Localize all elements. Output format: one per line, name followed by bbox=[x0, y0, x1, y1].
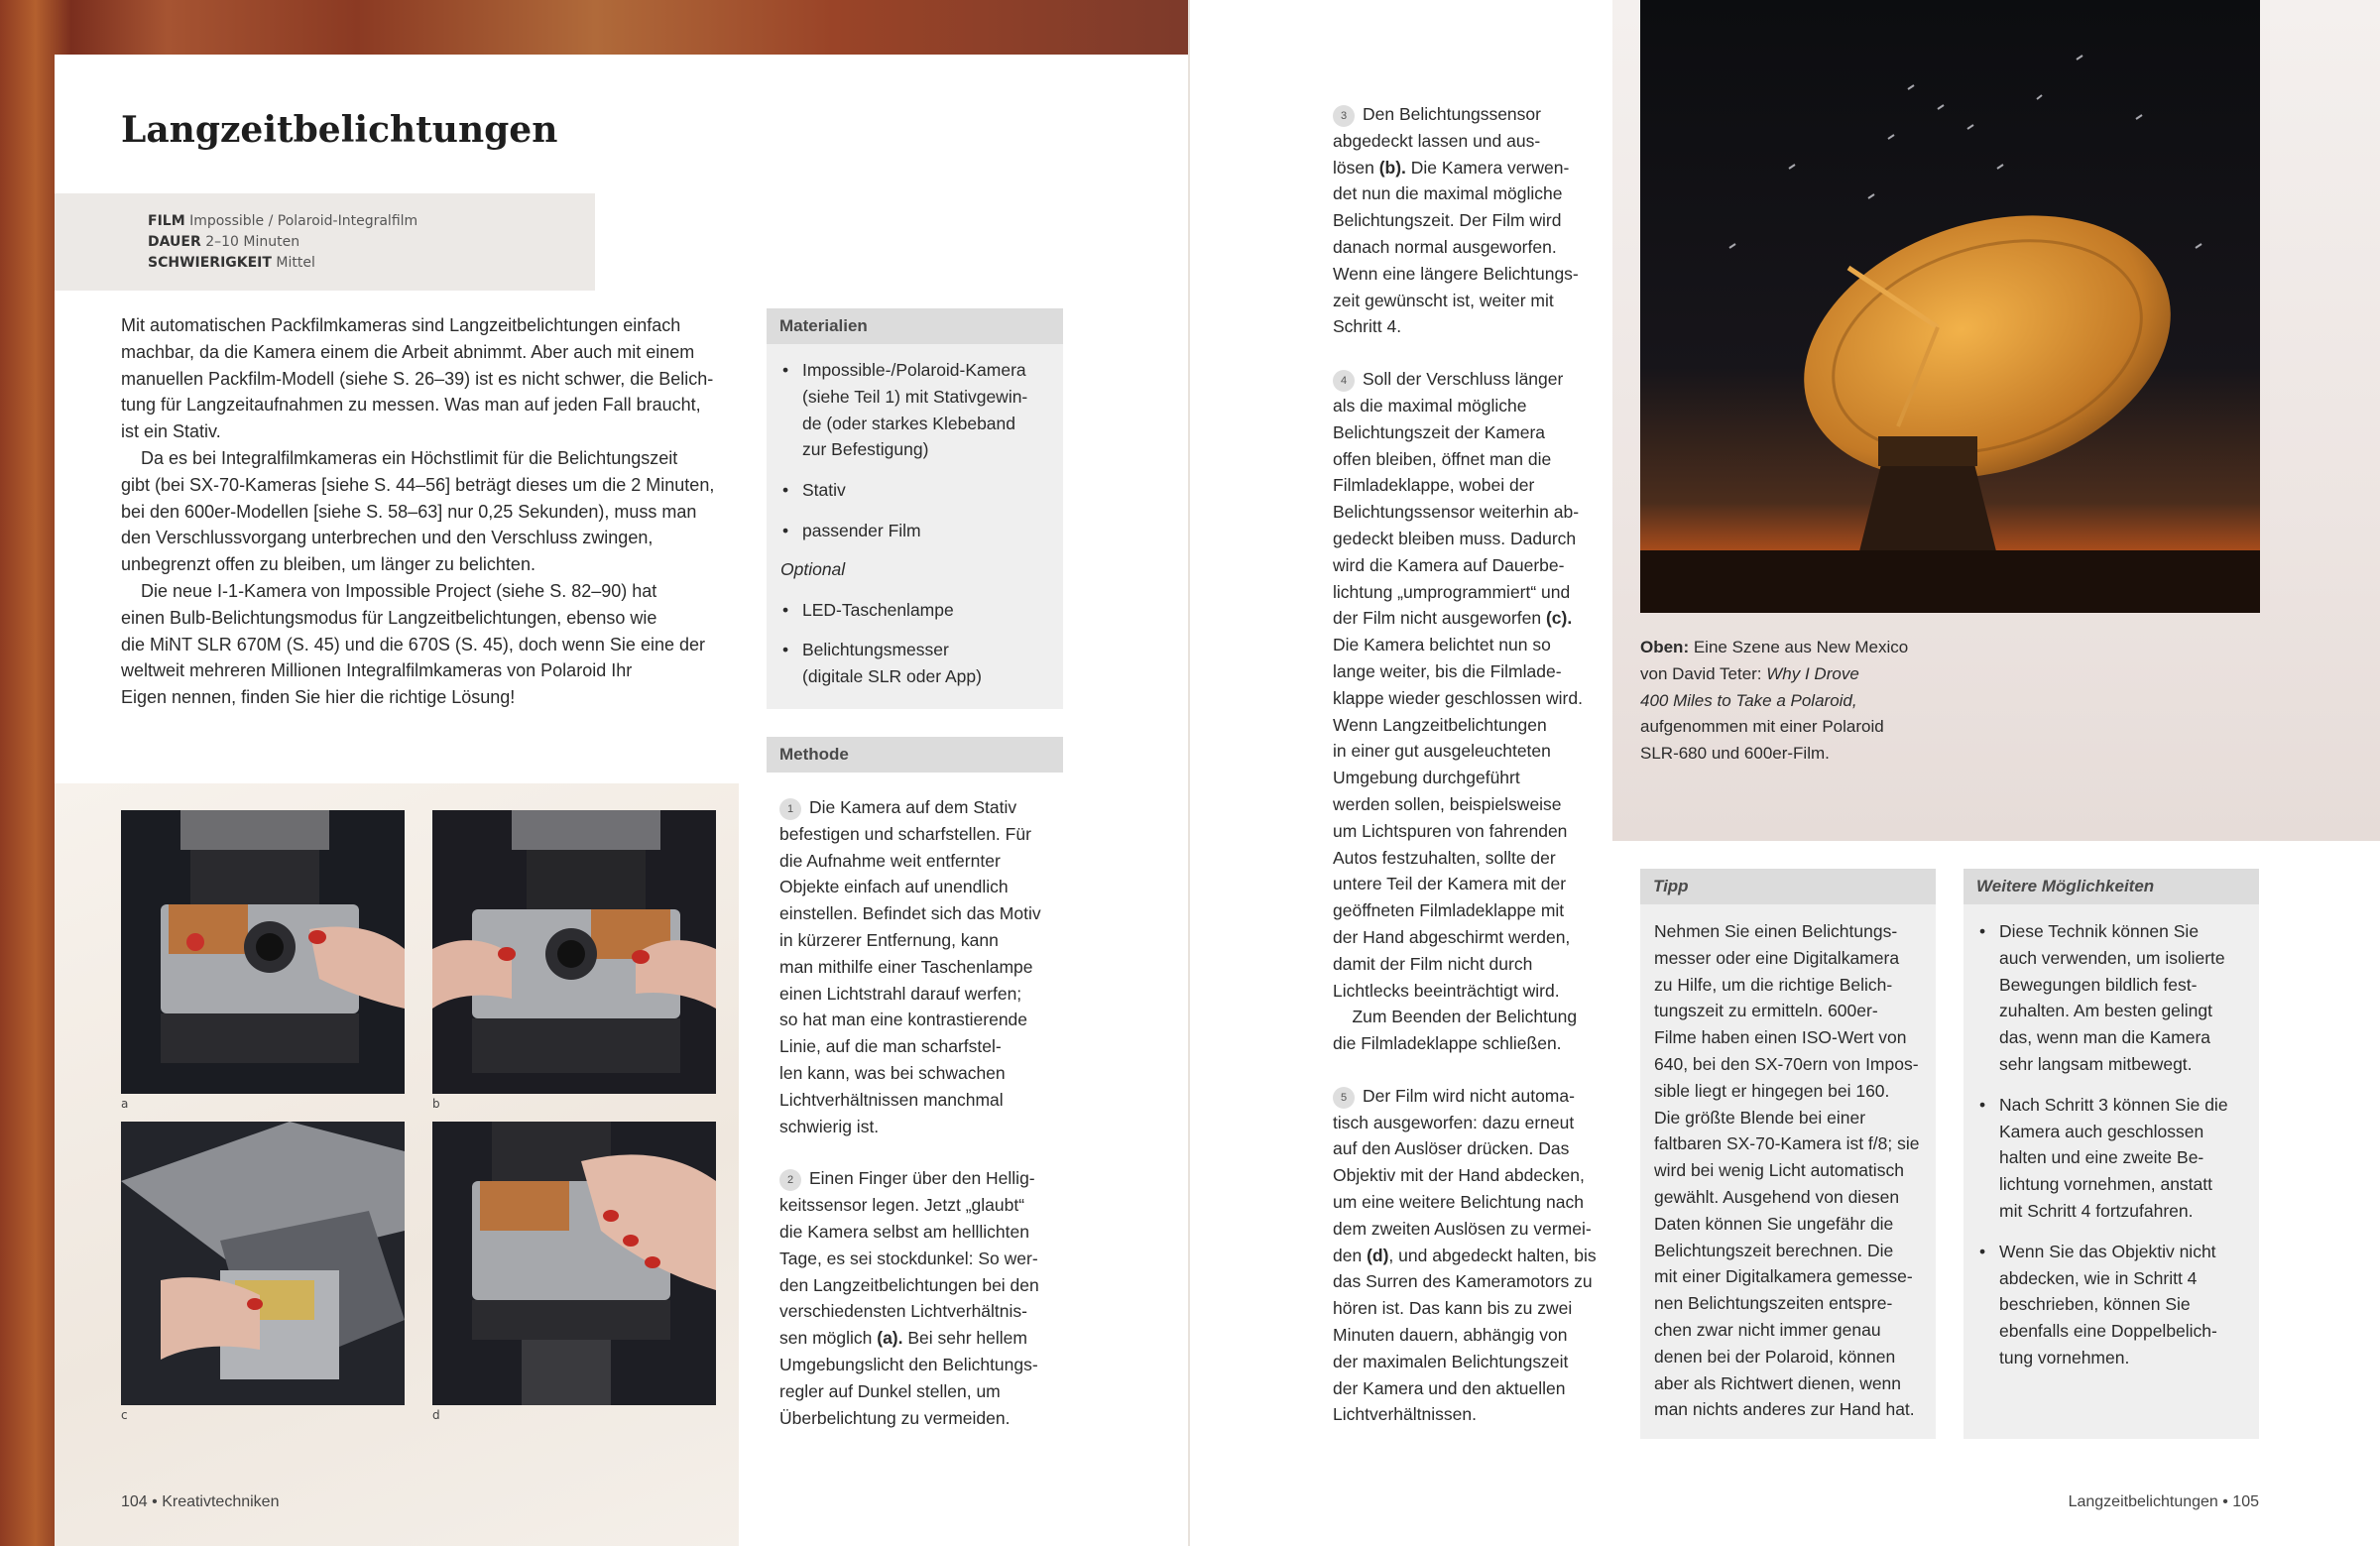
tip-line: nen Belichtungszeiten entspre- bbox=[1654, 1293, 1893, 1314]
step-line: befestigen und scharfstellen. Für bbox=[779, 823, 1031, 844]
folio-right: Langzeitbelichtungen • 105 bbox=[2068, 1493, 2259, 1510]
more-option-item-line: mit Schritt 4 fortzufahren. bbox=[1999, 1200, 2194, 1221]
folio-left: 104 • Kreativtechniken bbox=[121, 1493, 280, 1510]
step-line: Lichtverhältnissen. bbox=[1333, 1404, 1477, 1425]
info-box bbox=[55, 193, 595, 291]
caption-label: Oben: bbox=[1640, 638, 1690, 656]
tip-line: aber als Richtwert dienen, wenn bbox=[1654, 1372, 1902, 1393]
camera-photo-b bbox=[432, 810, 716, 1094]
step-line: 3 Den Belichtungssensor bbox=[1333, 101, 1610, 128]
caption-line bbox=[1640, 688, 1958, 715]
more-option-item-line: Bewegungen bildlich fest- bbox=[1999, 974, 2198, 995]
more-option-item-line: lichtung vornehmen, anstatt bbox=[1999, 1174, 2212, 1195]
step-line: gedeckt bleiben muss. Dadurch bbox=[1333, 528, 1577, 548]
method-step bbox=[1333, 1083, 1610, 1428]
right-method-steps bbox=[1333, 101, 1610, 1454]
dish-image bbox=[1640, 0, 2260, 613]
more-option-item-line: • Nach Schritt 3 können Sie die bbox=[1999, 1094, 2228, 1115]
materials-box bbox=[767, 308, 1063, 709]
step-line: auf den Auslöser drücken. Das bbox=[1333, 1138, 1570, 1159]
caption-text: Eine Szene aus New Mexico bbox=[1689, 638, 1909, 656]
caption-text: aufgenommen mit einer Polaroid bbox=[1640, 717, 1884, 737]
intro-line: Da es bei Integralfilmkameras ein Höchstlimit für die Belichtungszeit bbox=[121, 447, 678, 468]
materials-item-line: (siehe Teil 1) mit Stativgewin- bbox=[802, 386, 1028, 407]
figure-reference: (b). bbox=[1378, 157, 1406, 178]
step-line: schwierig ist. bbox=[779, 1116, 880, 1136]
step-line: 1 Die Kamera auf dem Stativ bbox=[779, 794, 1067, 821]
tip-line: faltbaren SX-70-Kamera ist f/8; sie bbox=[1654, 1133, 1920, 1154]
intro-line: manuellen Packfilm-Modell (siehe S. 26–39) ist es nicht schwer, die Belich- bbox=[121, 368, 714, 389]
step-line: in einer gut ausgeleuchteten bbox=[1333, 741, 1551, 762]
tip-line: Die größte Blende bei einer bbox=[1654, 1107, 1866, 1128]
step-line: einstellen. Befindet sich das Motiv bbox=[779, 903, 1041, 924]
step-line: Objekte einfach auf unendlich bbox=[779, 877, 1009, 897]
step-line: tisch ausgeworfen: dazu erneut bbox=[1333, 1112, 1575, 1132]
caption-line bbox=[1640, 741, 1958, 768]
step-line: Minuten dauern, abhängig von bbox=[1333, 1325, 1568, 1346]
more-option-item-line: beschrieben, können Sie bbox=[1999, 1294, 2191, 1315]
intro-line: den Verschlussvorgang unterbrechen und den Verschluss zwingen, bbox=[121, 528, 654, 548]
method-step bbox=[779, 1165, 1067, 1431]
step-line: als die maximal mögliche bbox=[1333, 395, 1527, 416]
tip-line: Belichtungszeit berechnen. Die bbox=[1654, 1240, 1894, 1260]
more-option-item-line: das, wenn man die Kamera bbox=[1999, 1027, 2211, 1048]
step-line: regler auf Dunkel stellen, um bbox=[779, 1380, 1001, 1401]
info-line bbox=[148, 211, 417, 232]
method-header bbox=[767, 737, 1063, 773]
step-line: len kann, was bei schwachen bbox=[779, 1062, 1006, 1083]
intro-line: einen Bulb-Belichtungsmodus für Langzeitbelichtungen, ebenso wie bbox=[121, 607, 657, 628]
step-line: so hat man eine kontrastierende bbox=[779, 1010, 1028, 1030]
step-line: Lichtlecks beeinträchtigt wird. bbox=[1333, 980, 1560, 1001]
tip-line: Nehmen Sie einen Belichtungs- bbox=[1654, 921, 1898, 941]
more-option-item-line: ebenfalls eine Doppelbelich- bbox=[1999, 1321, 2217, 1342]
tip-line: denen bei der Polaroid, können bbox=[1654, 1346, 1896, 1367]
step-line: die Kamera selbst am helllichten bbox=[779, 1221, 1029, 1242]
tip-line: sible liegt er hingegen bei 160. bbox=[1654, 1080, 1890, 1101]
caption-line bbox=[1640, 714, 1958, 741]
intro-line: tung für Langzeitaufnahmen zu messen. Was man auf jeden Fall braucht, bbox=[121, 395, 701, 416]
step-line: das Surren des Kameramotors zu bbox=[1333, 1271, 1593, 1292]
intro-line: gibt (bei SX-70-Kameras [siehe S. 44–56] beträgt dieses um die 2 Minuten, bbox=[121, 474, 715, 495]
step-line: um Lichtspuren von fahrenden bbox=[1333, 820, 1568, 841]
photo-caption bbox=[1640, 635, 1958, 768]
tip-line: man nichts anderes zur Hand hat. bbox=[1654, 1399, 1915, 1420]
tip-line: Filme haben einen ISO-Wert von bbox=[1654, 1027, 1907, 1048]
tip-line: Daten können Sie ungefähr die bbox=[1654, 1213, 1894, 1234]
step-line: Die Kamera belichtet nun so bbox=[1333, 635, 1551, 655]
step-line: Umgebung durchgeführt bbox=[1333, 768, 1520, 788]
step-line: die Filmladeklappe schließen. bbox=[1333, 1033, 1562, 1054]
more-option-item-line: abdecken, wie in Schritt 4 bbox=[1999, 1267, 2198, 1288]
more-option-item-line: halten und eine zweite Be- bbox=[1999, 1147, 2204, 1168]
step-line: Objektiv mit der Hand abdecken, bbox=[1333, 1165, 1585, 1186]
tip-line: tungszeit zu ermitteln. 600er- bbox=[1654, 1001, 1878, 1021]
info-list bbox=[148, 211, 417, 274]
step-line: offen bleiben, öffnet man die bbox=[1333, 448, 1552, 469]
more-options-box bbox=[1964, 869, 2259, 1439]
step-line: Tage, es sei stockdunkel: So wer- bbox=[779, 1248, 1038, 1268]
step-line: Schritt 4. bbox=[1333, 316, 1402, 337]
step-line: Umgebungslicht den Belichtungs- bbox=[779, 1354, 1038, 1374]
materials-item-line: • Stativ bbox=[802, 480, 846, 501]
step-line: die Aufnahme weit entfernter bbox=[779, 850, 1001, 871]
tip-text bbox=[1640, 904, 1936, 1423]
tip-line: chen zwar nicht immer genau bbox=[1654, 1319, 1881, 1340]
more-option-item bbox=[1977, 1239, 2247, 1371]
method-step bbox=[1333, 101, 1610, 340]
method-heading: Methode bbox=[779, 745, 849, 764]
more-options-heading: Weitere Möglichkeiten bbox=[1964, 869, 2259, 904]
step-line: Lichtverhältnissen manchmal bbox=[779, 1089, 1004, 1110]
intro-line: Mit automatischen Packfilmkameras sind Langzeitbelichtungen einfach bbox=[121, 315, 681, 335]
camera-photo-c bbox=[121, 1122, 405, 1405]
materials-item-line: de (oder starkes Klebeband bbox=[802, 413, 1015, 433]
info-value: Impossible / Polaroid-Integralfilm bbox=[184, 213, 418, 229]
step-line: Wenn Langzeitbelichtungen bbox=[1333, 714, 1547, 735]
step-line: damit der Film nicht durch bbox=[1333, 953, 1533, 974]
optional-item-line: • Belichtungsmesser bbox=[802, 640, 949, 660]
step-line: danach normal ausgeworfen. bbox=[1333, 236, 1557, 257]
step-number: 4 bbox=[1333, 370, 1355, 392]
camera-photo-d bbox=[432, 1122, 716, 1405]
figure-reference: (d) bbox=[1367, 1245, 1389, 1265]
more-option-item-line: • Wenn Sie das Objektiv nicht bbox=[1999, 1241, 2216, 1261]
step-line: in kürzerer Entfernung, kann bbox=[779, 929, 999, 950]
caption-line bbox=[1640, 635, 1958, 661]
photo-label-b: b bbox=[432, 1097, 440, 1111]
caption-text: von David Teter: bbox=[1640, 663, 1767, 683]
more-option-item-line: sehr langsam mitbewegt. bbox=[1999, 1053, 2193, 1074]
materials-heading: Materialien bbox=[767, 308, 1063, 344]
photo-label-a: a bbox=[121, 1097, 129, 1111]
step-line: man mithilfe einer Taschenlampe bbox=[779, 956, 1033, 977]
info-label: FILM bbox=[148, 213, 185, 229]
intro-line: die MiNT SLR 670M (S. 45) und die 670S (S. 45), doch wenn Sie eine der bbox=[121, 634, 705, 654]
caption-text: SLR-680 und 600er-Film. bbox=[1640, 744, 1830, 764]
info-line bbox=[148, 232, 417, 253]
more-option-item-line: tung vornehmen. bbox=[1999, 1347, 2130, 1368]
more-option-item-line: zuhalten. Am besten gelingt bbox=[1999, 1001, 2213, 1021]
tip-line: gewählt. Ausgehend von diesen bbox=[1654, 1186, 1900, 1207]
materials-item bbox=[780, 357, 1049, 463]
step-line: lichtung „umprogrammiert“ und bbox=[1333, 581, 1571, 602]
info-label: DAUER bbox=[148, 234, 201, 250]
step-line: Filmladeklappe, wobei der bbox=[1333, 475, 1535, 496]
step-line: Zum Beenden der Belichtung bbox=[1333, 1007, 1578, 1027]
step-line: geöffneten Filmladeklappe mit bbox=[1333, 900, 1565, 921]
step-line: hören ist. Das kann bis zu zwei bbox=[1333, 1298, 1573, 1319]
materials-item-line: • Impossible-/Polaroid-Kamera bbox=[802, 360, 1026, 380]
intro-line: ist ein Stativ. bbox=[121, 421, 221, 442]
materials-item-line: • passender Film bbox=[802, 520, 921, 540]
intro-line: machbar, da die Kamera einem die Arbeit abnimmt. Aber auch mit einem bbox=[121, 341, 695, 362]
step-line: lange weiter, bis die Filmlade- bbox=[1333, 660, 1562, 681]
step-line: Linie, auf die man scharfstel- bbox=[779, 1036, 1002, 1057]
more-option-item-line: • Diese Technik können Sie bbox=[1999, 921, 2200, 941]
optional-item bbox=[780, 597, 1049, 624]
materials-item bbox=[780, 477, 1049, 504]
figure-reference: (a). bbox=[877, 1328, 903, 1349]
optional-label: Optional bbox=[780, 558, 846, 579]
step-line: Autos festzuhalten, sollte der bbox=[1333, 847, 1556, 868]
more-option-item bbox=[1977, 1092, 2247, 1225]
step-line: Überbelichtung zu vermeiden. bbox=[779, 1407, 1011, 1428]
caption-title: Why I Drove bbox=[1766, 663, 1859, 683]
step-line: der Kamera und den aktuellen bbox=[1333, 1377, 1566, 1398]
step-line: dem zweiten Auslösen zu vermei- bbox=[1333, 1218, 1592, 1239]
step-line: keitssensor legen. Jetzt „glaubt“ bbox=[779, 1195, 1025, 1216]
tip-line: 640, bei den SX-70ern von Impos- bbox=[1654, 1053, 1919, 1074]
step-number: 1 bbox=[779, 798, 801, 820]
step-line: den (d), und abgedeckt halten, bis bbox=[1333, 1245, 1597, 1265]
more-options-list bbox=[1977, 918, 2247, 1371]
step-number: 3 bbox=[1333, 105, 1355, 127]
intro-line: Eigen nennen, finden Sie hier die richtige Lösung! bbox=[121, 687, 516, 708]
intro-line: bei den 600er-Modellen [siehe S. 58–63] nur 0,25 Sekunden), muss man bbox=[121, 501, 697, 522]
tip-line: wird bei wenig Licht automatisch bbox=[1654, 1160, 1904, 1181]
photo-label-c: c bbox=[121, 1408, 128, 1422]
page-title: Langzeitbelichtungen bbox=[121, 109, 558, 151]
materials-item bbox=[780, 518, 1049, 544]
page-spine bbox=[1188, 0, 1190, 1546]
materials-list bbox=[780, 357, 1049, 544]
caption-line bbox=[1640, 661, 1958, 688]
photo-a bbox=[121, 810, 405, 1094]
tip-line: messer oder eine Digitalkamera bbox=[1654, 947, 1900, 968]
step-line: wird die Kamera auf Dauerbe- bbox=[1333, 554, 1565, 575]
step-line: abgedeckt lassen und aus- bbox=[1333, 130, 1541, 151]
satellite-dish-photo bbox=[1640, 0, 2260, 613]
method-steps bbox=[779, 794, 1067, 1457]
intro-line: weltweit mehreren Millionen Integralfilmkameras von Polaroid Ihr bbox=[121, 660, 633, 681]
intro-text bbox=[121, 312, 736, 711]
tip-line: mit einer Digitalkamera gemesse- bbox=[1654, 1266, 1913, 1287]
step-line: Belichtungszeit der Kamera bbox=[1333, 421, 1545, 442]
info-value: 2–10 Minuten bbox=[200, 234, 300, 250]
optional-item-line: (digitale SLR oder App) bbox=[802, 666, 982, 687]
optional-item-line: • LED-Taschenlampe bbox=[802, 599, 954, 620]
step-line: einen Lichtstrahl darauf werfen; bbox=[779, 983, 1022, 1004]
step-line: Belichtungszeit. Der Film wird bbox=[1333, 210, 1562, 231]
step-line: der Hand abgeschirmt werden, bbox=[1333, 926, 1571, 947]
intro-line: unbegrenzt offen zu bleiben, um länger zu belichten. bbox=[121, 554, 536, 575]
tip-line: zu Hilfe, um die richtige Belich- bbox=[1654, 974, 1893, 995]
photo-d bbox=[432, 1122, 716, 1405]
step-number: 5 bbox=[1333, 1087, 1355, 1109]
step-line: det nun die maximal mögliche bbox=[1333, 183, 1563, 204]
step-number: 2 bbox=[779, 1169, 801, 1191]
method-step bbox=[1333, 366, 1610, 1057]
step-line: lösen (b). Die Kamera verwen- bbox=[1333, 157, 1570, 178]
step-line: 5 Der Film wird nicht automa- bbox=[1333, 1083, 1610, 1110]
step-line: zeit gewünscht ist, weiter mit bbox=[1333, 290, 1554, 310]
more-option-item-line: auch verwenden, um isolierte bbox=[1999, 947, 2225, 968]
optional-item bbox=[780, 637, 1049, 690]
tip-box bbox=[1640, 869, 1936, 1439]
photo-c bbox=[121, 1122, 405, 1405]
photo-label-d: d bbox=[432, 1408, 440, 1422]
step-line: verschiedensten Lichtverhältnis- bbox=[779, 1301, 1027, 1322]
camera-photo-a bbox=[121, 810, 405, 1094]
tip-heading: Tipp bbox=[1640, 869, 1936, 904]
step-line: den Langzeitbelichtungen bei den bbox=[779, 1274, 1039, 1295]
step-line: 4 Soll der Verschluss länger bbox=[1333, 366, 1610, 393]
step-line: werden sollen, beispielsweise bbox=[1333, 793, 1562, 814]
step-line: um eine weitere Belichtung nach bbox=[1333, 1192, 1584, 1213]
intro-line: Die neue I-1-Kamera von Impossible Project (siehe S. 82–90) hat bbox=[121, 580, 657, 601]
step-line: Belichtungssensor weiterhin ab- bbox=[1333, 502, 1580, 523]
step-line: klappe wieder geschlossen wird. bbox=[1333, 687, 1583, 708]
info-label: SCHWIERIGKEIT bbox=[148, 255, 272, 271]
more-option-item-line: Kamera auch geschlossen bbox=[1999, 1121, 2204, 1141]
more-option-item bbox=[1977, 918, 2247, 1078]
step-line: 2 Einen Finger über den Hellig- bbox=[779, 1165, 1067, 1192]
info-value: Mittel bbox=[271, 255, 315, 271]
step-line: sen möglich (a). Bei sehr hellem bbox=[779, 1328, 1027, 1349]
step-line: der Film nicht ausgeworfen (c). bbox=[1333, 608, 1573, 629]
info-line bbox=[148, 253, 417, 274]
caption-title: 400 Miles to Take a Polaroid, bbox=[1640, 690, 1857, 710]
figure-reference: (c). bbox=[1545, 608, 1573, 629]
step-line: Wenn eine längere Belichtungs- bbox=[1333, 263, 1579, 284]
step-line: untere Teil der Kamera mit der bbox=[1333, 874, 1567, 894]
optional-list bbox=[780, 597, 1049, 690]
photo-b bbox=[432, 810, 716, 1094]
method-step bbox=[779, 794, 1067, 1139]
materials-item-line: zur Befestigung) bbox=[802, 439, 929, 460]
step-line: der maximalen Belichtungszeit bbox=[1333, 1351, 1569, 1371]
